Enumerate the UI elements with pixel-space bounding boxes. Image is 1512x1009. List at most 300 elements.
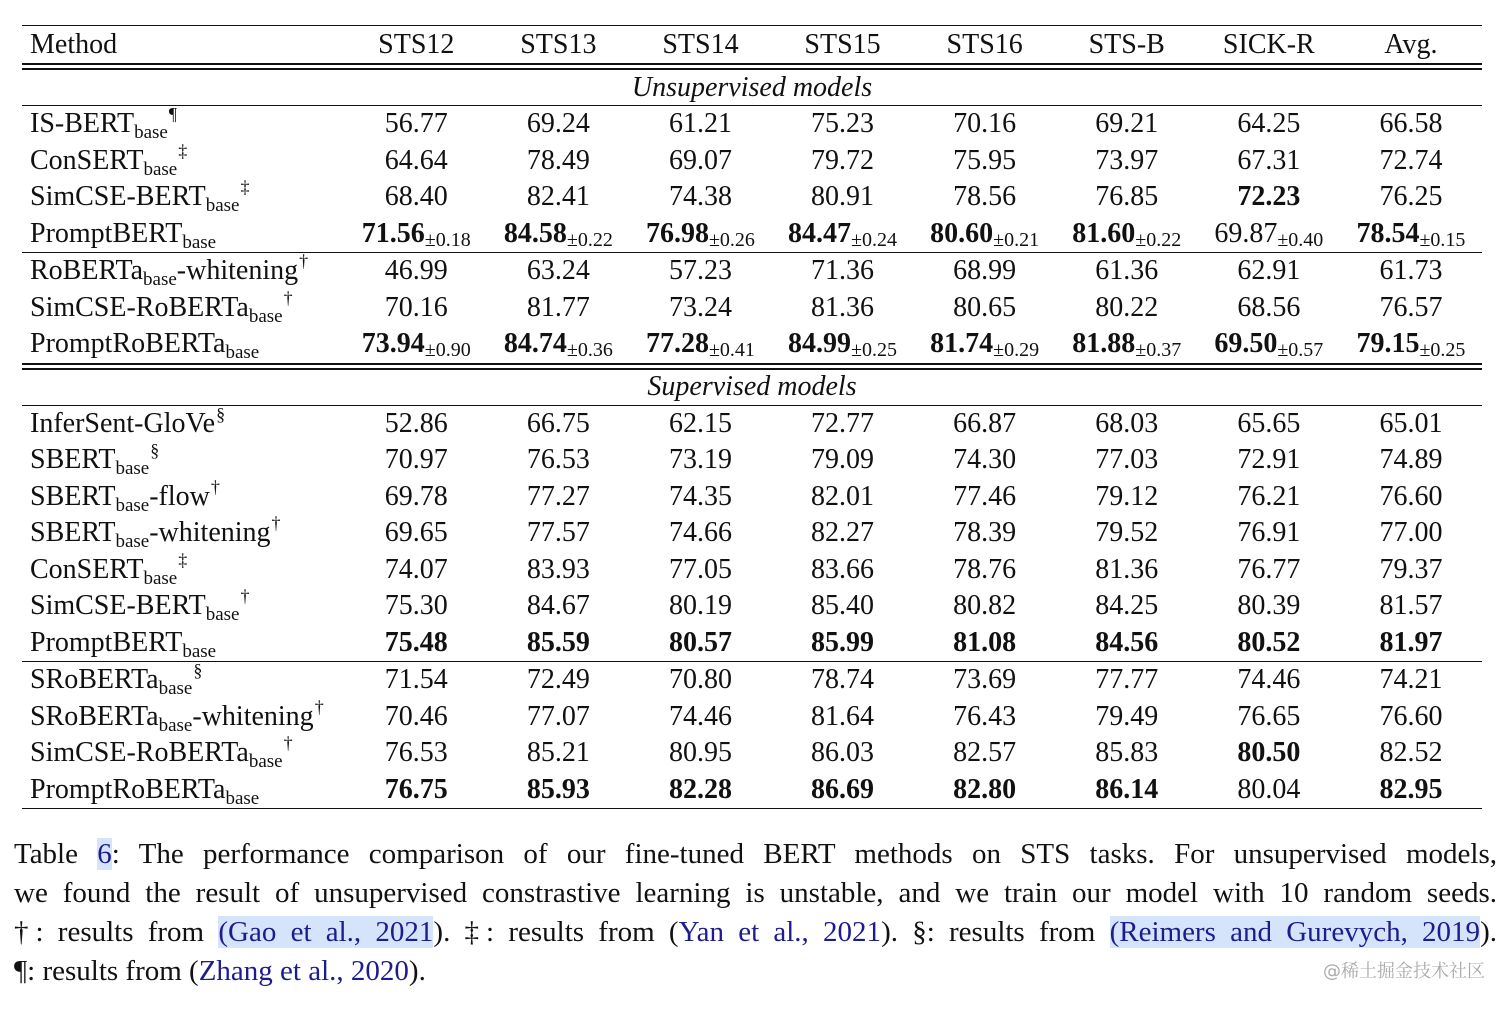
method-subscript: base	[115, 494, 150, 515]
score-cell	[345, 253, 487, 290]
header-row	[22, 26, 1482, 67]
score-value: 82.52	[1379, 737, 1443, 769]
score-cell	[1198, 405, 1340, 442]
score-value: 73.97	[1095, 144, 1159, 176]
method-suffix: -whitening	[192, 700, 314, 732]
score-value: 67.31	[1237, 144, 1301, 176]
score-cell	[487, 253, 629, 290]
header-sts16: STS16	[946, 28, 1023, 60]
footnote-marker: §	[150, 442, 160, 461]
score-value: 78.76	[953, 553, 1017, 585]
score-value: 69.21	[1095, 108, 1159, 140]
score-cell	[1340, 588, 1482, 625]
score-value: 69.65	[384, 517, 448, 549]
score-cell	[1340, 405, 1482, 442]
method-name: SBERT	[30, 480, 116, 512]
score-cell	[772, 405, 914, 442]
score-cell	[772, 479, 914, 516]
score-cell	[1198, 515, 1340, 552]
score-cell	[345, 106, 487, 143]
method-cell	[22, 772, 345, 809]
score-value: 82.27	[811, 517, 875, 549]
score-value: 71.54	[384, 664, 448, 696]
score-value: 85.93	[526, 773, 590, 805]
score-value: 74.46	[668, 700, 732, 732]
score-cell	[1340, 515, 1482, 552]
score-cell	[345, 515, 487, 552]
score-value: 84.67	[526, 590, 590, 622]
score-value: 77.05	[668, 553, 732, 585]
score-value: 74.89	[1379, 444, 1443, 476]
method-name: SimCSE-BERT	[30, 181, 206, 213]
score-cell	[1056, 253, 1198, 290]
score-value: 72.49	[526, 664, 590, 696]
score-value: 79.12	[1095, 480, 1159, 512]
score-cell	[772, 216, 914, 253]
score-value: 75.30	[384, 590, 448, 622]
results-table	[22, 25, 1482, 809]
score-std: ±0.41	[708, 339, 755, 362]
score-value: 80.57	[668, 626, 732, 658]
method-suffix: -whitening	[149, 517, 271, 549]
score-cell	[629, 405, 771, 442]
score-value: 61.21	[668, 108, 732, 140]
score-cell	[1056, 216, 1198, 253]
score-value: 81.57	[1379, 590, 1443, 622]
score-cell	[1340, 216, 1482, 253]
method-cell	[22, 735, 345, 772]
score-cell	[1056, 588, 1198, 625]
score-value: 61.36	[1095, 255, 1159, 287]
table-row	[22, 479, 1482, 516]
score-value: 84.74	[503, 328, 567, 360]
table-row	[22, 106, 1482, 143]
footnote-marker: ‡	[240, 179, 250, 198]
method-subscript: base	[158, 714, 193, 735]
table-row	[22, 588, 1482, 625]
method-subscript: base	[225, 787, 260, 809]
score-cell	[487, 625, 629, 662]
score-cell	[772, 253, 914, 290]
table-row	[22, 326, 1482, 366]
method-name: SBERT	[30, 444, 116, 476]
score-cell	[772, 699, 914, 736]
score-value: 77.27	[526, 480, 590, 512]
score-cell	[345, 179, 487, 216]
score-cell	[1198, 735, 1340, 772]
score-value: 74.35	[668, 480, 732, 512]
score-value: 79.52	[1095, 517, 1159, 549]
score-value: 52.86	[384, 407, 448, 439]
header-sickr: SICK-R	[1222, 28, 1315, 60]
score-value: 73.19	[668, 444, 732, 476]
caption-text: ). §: results from	[881, 916, 1110, 948]
score-cell	[914, 143, 1056, 180]
method-name: InferSent-GloVe	[30, 407, 216, 439]
method-name: IS-BERT	[30, 108, 135, 140]
score-cell	[772, 552, 914, 589]
score-cell	[914, 515, 1056, 552]
score-value: 78.39	[953, 517, 1017, 549]
score-value: 76.91	[1237, 517, 1301, 549]
score-value: 64.64	[384, 144, 448, 176]
score-cell	[1198, 216, 1340, 253]
citation-gao-2021[interactable]: (Gao et al., 2021	[218, 916, 434, 948]
score-value: 78.49	[526, 144, 590, 176]
score-cell	[629, 699, 771, 736]
score-cell	[1198, 253, 1340, 290]
score-value: 80.22	[1095, 291, 1159, 323]
table-row	[22, 442, 1482, 479]
score-value: 80.91	[811, 181, 875, 213]
score-value: 77.77	[1095, 664, 1159, 696]
score-value: 82.01	[811, 480, 875, 512]
method-subscript: base	[182, 231, 217, 253]
score-cell	[1198, 326, 1340, 366]
table-row	[22, 253, 1482, 290]
score-cell	[487, 772, 629, 809]
table-caption	[14, 835, 1497, 991]
method-name: ConSERT	[30, 553, 144, 585]
score-cell	[1340, 552, 1482, 589]
score-value: 75.95	[953, 144, 1017, 176]
method-subscript: base	[115, 458, 150, 479]
score-value: 79.72	[811, 144, 875, 176]
score-value: 69.78	[384, 480, 448, 512]
score-cell	[772, 179, 914, 216]
footnote-marker: †	[210, 478, 220, 497]
table-row	[22, 405, 1482, 442]
score-cell	[1198, 625, 1340, 662]
footnote-marker: †	[240, 588, 250, 607]
score-cell	[629, 179, 771, 216]
score-cell	[1056, 662, 1198, 699]
score-value: 84.58	[503, 217, 567, 249]
score-cell	[345, 662, 487, 699]
score-cell	[1340, 106, 1482, 143]
score-cell	[1198, 662, 1340, 699]
score-value: 82.28	[668, 773, 732, 805]
score-std: ±0.21	[993, 228, 1040, 251]
citation-yan-2021[interactable]: Yan et al., 2021	[678, 916, 882, 948]
score-value: 84.47	[788, 217, 852, 249]
score-value: 74.66	[668, 517, 732, 549]
score-value: 81.60	[1072, 217, 1136, 249]
score-value: 81.64	[811, 700, 875, 732]
header-sts12: STS12	[378, 28, 455, 60]
score-cell	[345, 699, 487, 736]
score-value: 85.99	[811, 626, 875, 658]
score-cell	[487, 405, 629, 442]
section-title: Unsupervised models	[22, 67, 1482, 106]
score-cell	[1056, 479, 1198, 516]
score-value: 76.53	[526, 444, 590, 476]
score-std: ±0.25	[851, 339, 898, 362]
score-value: 80.04	[1237, 773, 1301, 805]
watermark: @稀土掘金技术社区	[1323, 961, 1485, 982]
score-value: 72.74	[1379, 144, 1443, 176]
table-row	[22, 772, 1482, 809]
score-cell	[1198, 699, 1340, 736]
score-value: 75.23	[811, 108, 875, 140]
score-value: 73.94	[361, 328, 425, 360]
table-row	[22, 625, 1482, 662]
score-value: 62.91	[1237, 255, 1301, 287]
method-cell	[22, 216, 345, 253]
score-value: 46.99	[384, 255, 448, 287]
score-cell	[345, 552, 487, 589]
score-cell	[1198, 143, 1340, 180]
score-cell	[1056, 735, 1198, 772]
score-cell	[487, 552, 629, 589]
caption-line	[14, 913, 1497, 952]
score-cell	[345, 625, 487, 662]
score-cell	[487, 442, 629, 479]
score-cell	[487, 515, 629, 552]
score-value: 74.46	[1237, 664, 1301, 696]
score-value: 76.65	[1237, 700, 1301, 732]
header-sts13: STS13	[520, 28, 597, 60]
score-value: 81.77	[526, 291, 590, 323]
score-cell	[1198, 479, 1340, 516]
score-value: 77.57	[526, 517, 590, 549]
score-cell	[1340, 326, 1482, 366]
citation-reimers-2019[interactable]: (Reimers and Gurevych, 2019	[1109, 916, 1481, 948]
method-subscript: base	[182, 640, 217, 662]
score-value: 72.91	[1237, 444, 1301, 476]
score-cell	[1340, 253, 1482, 290]
score-value: 82.95	[1379, 773, 1443, 805]
method-subscript: base	[248, 751, 283, 772]
score-value: 70.16	[953, 108, 1017, 140]
caption-text: ¶: results from (	[14, 955, 199, 987]
score-value: 76.57	[1379, 291, 1443, 323]
score-value: 70.97	[384, 444, 448, 476]
method-suffix: -flow	[149, 480, 210, 512]
score-value: 85.21	[526, 737, 590, 769]
score-std: ±0.24	[851, 228, 898, 251]
score-cell	[1340, 662, 1482, 699]
score-cell	[487, 699, 629, 736]
score-cell	[914, 405, 1056, 442]
caption-line	[14, 874, 1497, 913]
score-cell	[345, 216, 487, 253]
score-cell	[487, 326, 629, 366]
score-cell	[1198, 772, 1340, 809]
score-value: 77.07	[526, 700, 590, 732]
score-value: 76.75	[384, 773, 448, 805]
score-cell	[772, 326, 914, 366]
score-value: 61.73	[1379, 255, 1443, 287]
score-value: 81.36	[811, 291, 875, 323]
score-value: 77.00	[1379, 517, 1443, 549]
score-value: 82.80	[953, 773, 1017, 805]
score-cell	[629, 326, 771, 366]
score-value: 66.87	[953, 407, 1017, 439]
score-value: 80.82	[953, 590, 1017, 622]
score-std: ±0.90	[424, 339, 471, 362]
table-number-link[interactable]: 6	[97, 838, 112, 870]
method-name: ConSERT	[30, 144, 144, 176]
score-cell	[772, 662, 914, 699]
score-cell	[1056, 106, 1198, 143]
method-subscript: base	[205, 604, 240, 625]
score-cell	[914, 735, 1056, 772]
method-cell	[22, 405, 345, 442]
score-value: 81.88	[1072, 328, 1136, 360]
score-value: 86.14	[1095, 773, 1159, 805]
score-value: 65.65	[1237, 407, 1301, 439]
score-cell	[772, 735, 914, 772]
table-row	[22, 699, 1482, 736]
score-cell	[1198, 552, 1340, 589]
score-cell	[914, 216, 1056, 253]
score-cell	[487, 106, 629, 143]
method-cell	[22, 588, 345, 625]
score-cell	[629, 735, 771, 772]
score-value: 69.07	[668, 144, 732, 176]
score-cell	[629, 216, 771, 253]
footnote-marker: §	[216, 405, 226, 424]
method-name: SRoBERTa	[30, 664, 159, 696]
score-cell	[914, 106, 1056, 143]
score-cell	[772, 290, 914, 327]
score-cell	[772, 106, 914, 143]
method-cell	[22, 625, 345, 662]
method-cell	[22, 143, 345, 180]
score-std: ±0.26	[708, 228, 755, 251]
score-value: 73.24	[668, 291, 732, 323]
score-cell	[345, 143, 487, 180]
method-cell	[22, 552, 345, 589]
caption-text: ).	[408, 955, 426, 987]
footnote-marker: †	[271, 515, 281, 534]
method-subscript: base	[248, 305, 283, 326]
score-value: 72.77	[811, 407, 875, 439]
score-value: 81.08	[953, 626, 1017, 658]
table-body	[22, 67, 1482, 809]
score-value: 72.23	[1237, 181, 1301, 213]
score-cell	[345, 772, 487, 809]
score-value: 69.87	[1214, 217, 1278, 249]
citation-zhang-2020[interactable]: Zhang et al., 2020	[198, 955, 409, 987]
score-cell	[914, 772, 1056, 809]
score-cell	[487, 662, 629, 699]
score-value: 84.56	[1095, 626, 1159, 658]
method-name: RoBERTa	[30, 255, 144, 287]
score-cell	[772, 772, 914, 809]
score-value: 82.57	[953, 737, 1017, 769]
score-value: 70.46	[384, 700, 448, 732]
score-std: ±0.40	[1277, 228, 1324, 251]
method-subscript: base	[134, 122, 168, 143]
score-std: ±0.22	[566, 228, 613, 251]
score-value: 57.23	[668, 255, 732, 287]
score-cell	[487, 588, 629, 625]
score-value: 85.40	[811, 590, 875, 622]
caption-text: ). ‡: results from (	[433, 916, 679, 948]
score-cell	[1056, 442, 1198, 479]
score-cell	[1056, 179, 1198, 216]
score-cell	[629, 253, 771, 290]
score-cell	[487, 216, 629, 253]
score-value: 70.80	[668, 664, 732, 696]
score-cell	[772, 143, 914, 180]
score-cell	[1340, 735, 1482, 772]
score-value: 80.52	[1237, 626, 1301, 658]
caption-text: †: results from	[14, 916, 219, 948]
score-cell	[487, 479, 629, 516]
table-row	[22, 290, 1482, 327]
score-cell	[629, 552, 771, 589]
method-suffix: -whitening	[176, 255, 299, 287]
score-value: 66.75	[526, 407, 590, 439]
method-cell	[22, 699, 345, 736]
score-cell	[914, 479, 1056, 516]
score-cell	[1340, 625, 1482, 662]
score-cell	[629, 143, 771, 180]
footnote-marker: †	[283, 735, 293, 754]
score-cell	[487, 290, 629, 327]
method-name: SBERT	[30, 517, 116, 549]
method-cell	[22, 290, 345, 327]
score-cell	[1198, 588, 1340, 625]
score-cell	[1340, 290, 1482, 327]
score-value: 84.99	[788, 328, 852, 360]
table-row	[22, 515, 1482, 552]
score-cell	[345, 326, 487, 366]
method-cell	[22, 179, 345, 216]
score-cell	[1056, 326, 1198, 366]
score-cell	[914, 442, 1056, 479]
score-cell	[629, 442, 771, 479]
score-std: ±0.37	[1135, 339, 1182, 362]
header-method: Method	[30, 28, 118, 60]
score-value: 76.77	[1237, 553, 1301, 585]
score-cell	[914, 326, 1056, 366]
header-stsb: STS-B	[1088, 28, 1165, 60]
table-row	[22, 179, 1482, 216]
method-subscript: base	[205, 195, 240, 216]
method-name: PromptRoBERTa	[30, 773, 226, 805]
footnote-marker: †	[283, 289, 293, 308]
score-cell	[487, 179, 629, 216]
score-value: 75.48	[384, 626, 448, 658]
header-avg: Avg.	[1384, 28, 1438, 60]
footnote-marker: †	[299, 252, 309, 272]
section-header-row	[22, 366, 1482, 405]
footnote-marker: ‡	[178, 142, 188, 161]
score-cell	[487, 735, 629, 772]
score-value: 80.60	[930, 217, 994, 249]
score-value: 68.99	[953, 255, 1017, 287]
caption-text: we found the result of unsupervised constrastive learning is unstable, and we train our model with 10 random seeds.	[14, 877, 1497, 909]
caption-line	[14, 835, 1497, 874]
score-value: 74.30	[953, 444, 1017, 476]
score-cell	[345, 479, 487, 516]
score-cell	[1056, 552, 1198, 589]
method-subscript: base	[225, 342, 260, 364]
caption-text: ).	[1480, 916, 1497, 948]
score-value: 74.38	[668, 181, 732, 213]
header-sts14: STS14	[662, 28, 739, 60]
score-cell	[629, 625, 771, 662]
method-cell	[22, 479, 345, 516]
score-cell	[1340, 699, 1482, 736]
method-cell	[22, 326, 345, 366]
table-row	[22, 735, 1482, 772]
score-value: 76.85	[1095, 181, 1159, 213]
